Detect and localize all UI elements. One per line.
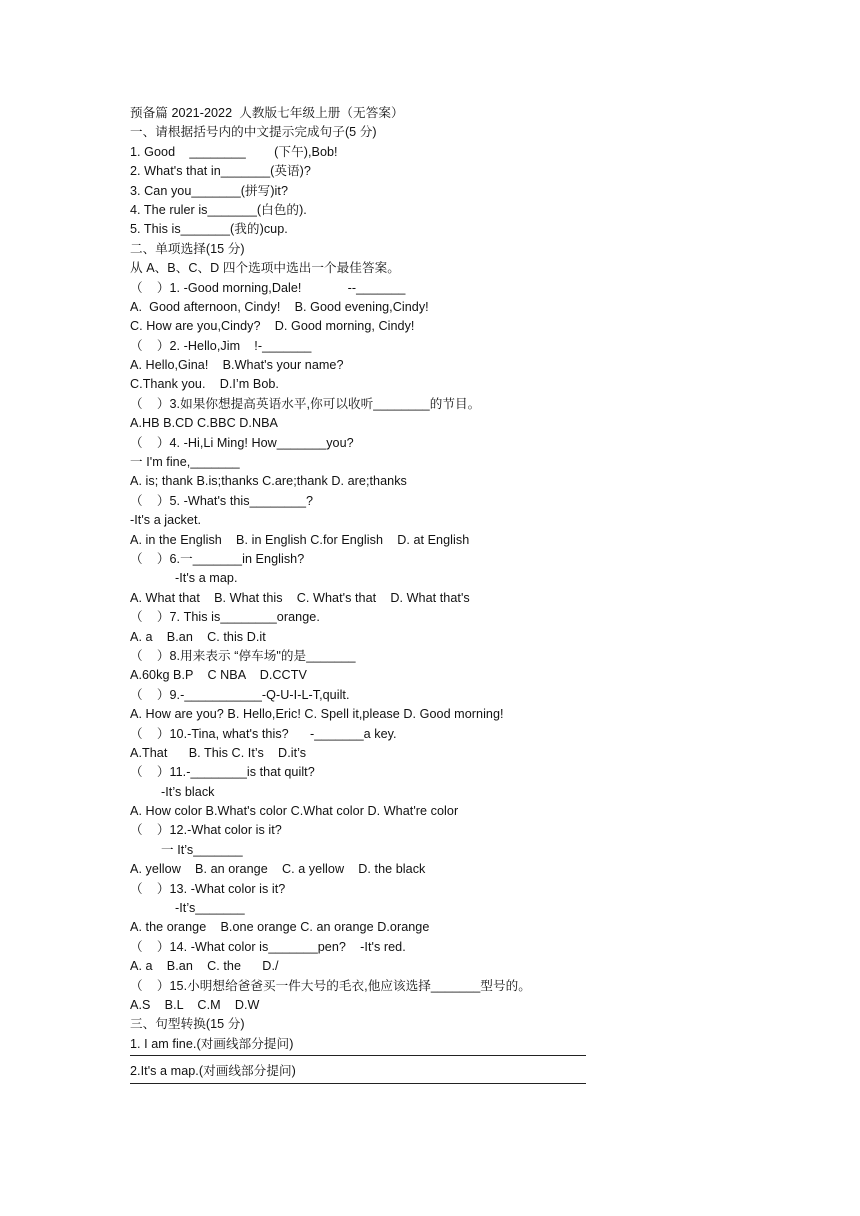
section-3-item-2: 2.It's a map.(对画线部分提问) [130,1064,296,1079]
question-8-options: A.60kg B.P C NBA D.CCTV [130,668,307,683]
document-title: 预备篇 2021-2022 人教版七年级上册（无答案） [130,106,404,120]
question-15: （ ）15.小明想给爸爸买一件大号的毛衣,他应该选择_______型号的。 [130,978,531,993]
question-9: （ ）9.-___________-Q-U-I-L-T,quilt. [130,687,350,702]
question-3: （ ）3.如果你想提高英语水平,你可以收听________的节目。 [130,396,481,411]
question-13-reply: -It’s_______ [175,901,245,916]
question-9-options: A. How are you? B. Hello,Eric! C. Spell it,please D. Good morning! [130,707,504,722]
question-6: （ ）6.一_______in English? [130,551,305,566]
question-3-options: A.HB B.CD C.BBC D.NBA [130,416,279,431]
question-11-reply: -It’s black [161,784,215,799]
question-10-options: A.That B. This C. It’s D.it’s [130,745,307,760]
question-6-reply: -It's a map. [175,571,238,586]
question-5: （ ）5. -What's this________? [130,493,314,508]
question-4-options: A. is; thank B.is;thanks C.are;thank D. are;thanks [130,474,407,489]
section-1-heading: 一、请根据括号内的中文提示完成句子(5 分) [130,125,377,140]
question-15-options: A.S B.L C.M D.W [130,997,260,1012]
document-content [130,104,820,1090]
question-10: （ ）10.-Tina, what's this? -_______a key. [130,726,397,741]
question-4: （ ）4. -Hi,Li Ming! How_______you? [130,435,354,450]
section-3-heading: 三、句型转换(15 分) [130,1017,245,1032]
answer-line-1 [130,1055,586,1056]
question-1: （ ）1. -Good morning,Dale! --_______ [130,280,406,295]
question-11: （ ）11.-________is that quilt? [130,765,315,780]
question-8: （ ）8.用来表示 “停车场"的是_______ [130,648,356,663]
question-12-options: A. yellow B. an orange C. a yellow D. the black [130,862,426,877]
question-14-options: A. a B.an C. the D./ [130,959,279,974]
question-12: （ ）12.-What color is it? [130,823,282,838]
question-13-options: A. the orange B.one orange C. an orange D.orange [130,920,430,935]
section-1-item-1: 1. Good ________ (下午),Bob! [130,144,338,159]
question-2: （ ）2. -Hello,Jim !-_______ [130,338,312,353]
answer-line-2 [130,1083,586,1084]
question-6-options: A. What that B. What this C. What's that D. What that's [130,590,470,605]
question-5-reply: -It's a jacket. [130,513,202,528]
question-2-options-cd: C.Thank you. D.I’m Bob. [130,377,279,392]
section-1-item-5: 5. This is_______(我的)cup. [130,222,288,237]
question-13: （ ）13. -What color is it? [130,881,286,896]
section-2-heading: 二、单项选择(15 分) [130,241,245,256]
section-1-item-3: 3. Can you_______(拼写)it? [130,183,289,198]
section-3-item-1: 1. I am fine.(对画线部分提问) [130,1036,294,1051]
question-2-options-ab: A. Hello,Gina! B.What's your name? [130,358,344,373]
question-11-options: A. How color B.What's color C.What color D. What're color [130,804,459,819]
question-1-options-cd: C. How are you,Cindy? D. Good morning, Cindy! [130,319,415,334]
question-14: （ ）14. -What color is_______pen? -It's red. [130,939,406,954]
question-7-options: A. a B.an C. this D.it [130,629,266,644]
question-12-reply: 一 It’s_______ [161,842,243,857]
section-2-instruction: 从 A、B、C、D 四个选项中选出一个最佳答案。 [130,261,400,276]
section-1-item-4: 4. The ruler is_______(白色的). [130,202,307,217]
question-4-reply: 一 I'm fine,_______ [130,455,240,470]
section-1-item-2: 2. What's that in_______(英语)? [130,164,311,179]
question-1-options-ab: A. Good afternoon, Cindy! B. Good evening,Cindy! [130,299,429,314]
question-7: （ ）7. This is________orange. [130,610,320,625]
question-5-options: A. in the English B. in English C.for English D. at English [130,532,470,547]
